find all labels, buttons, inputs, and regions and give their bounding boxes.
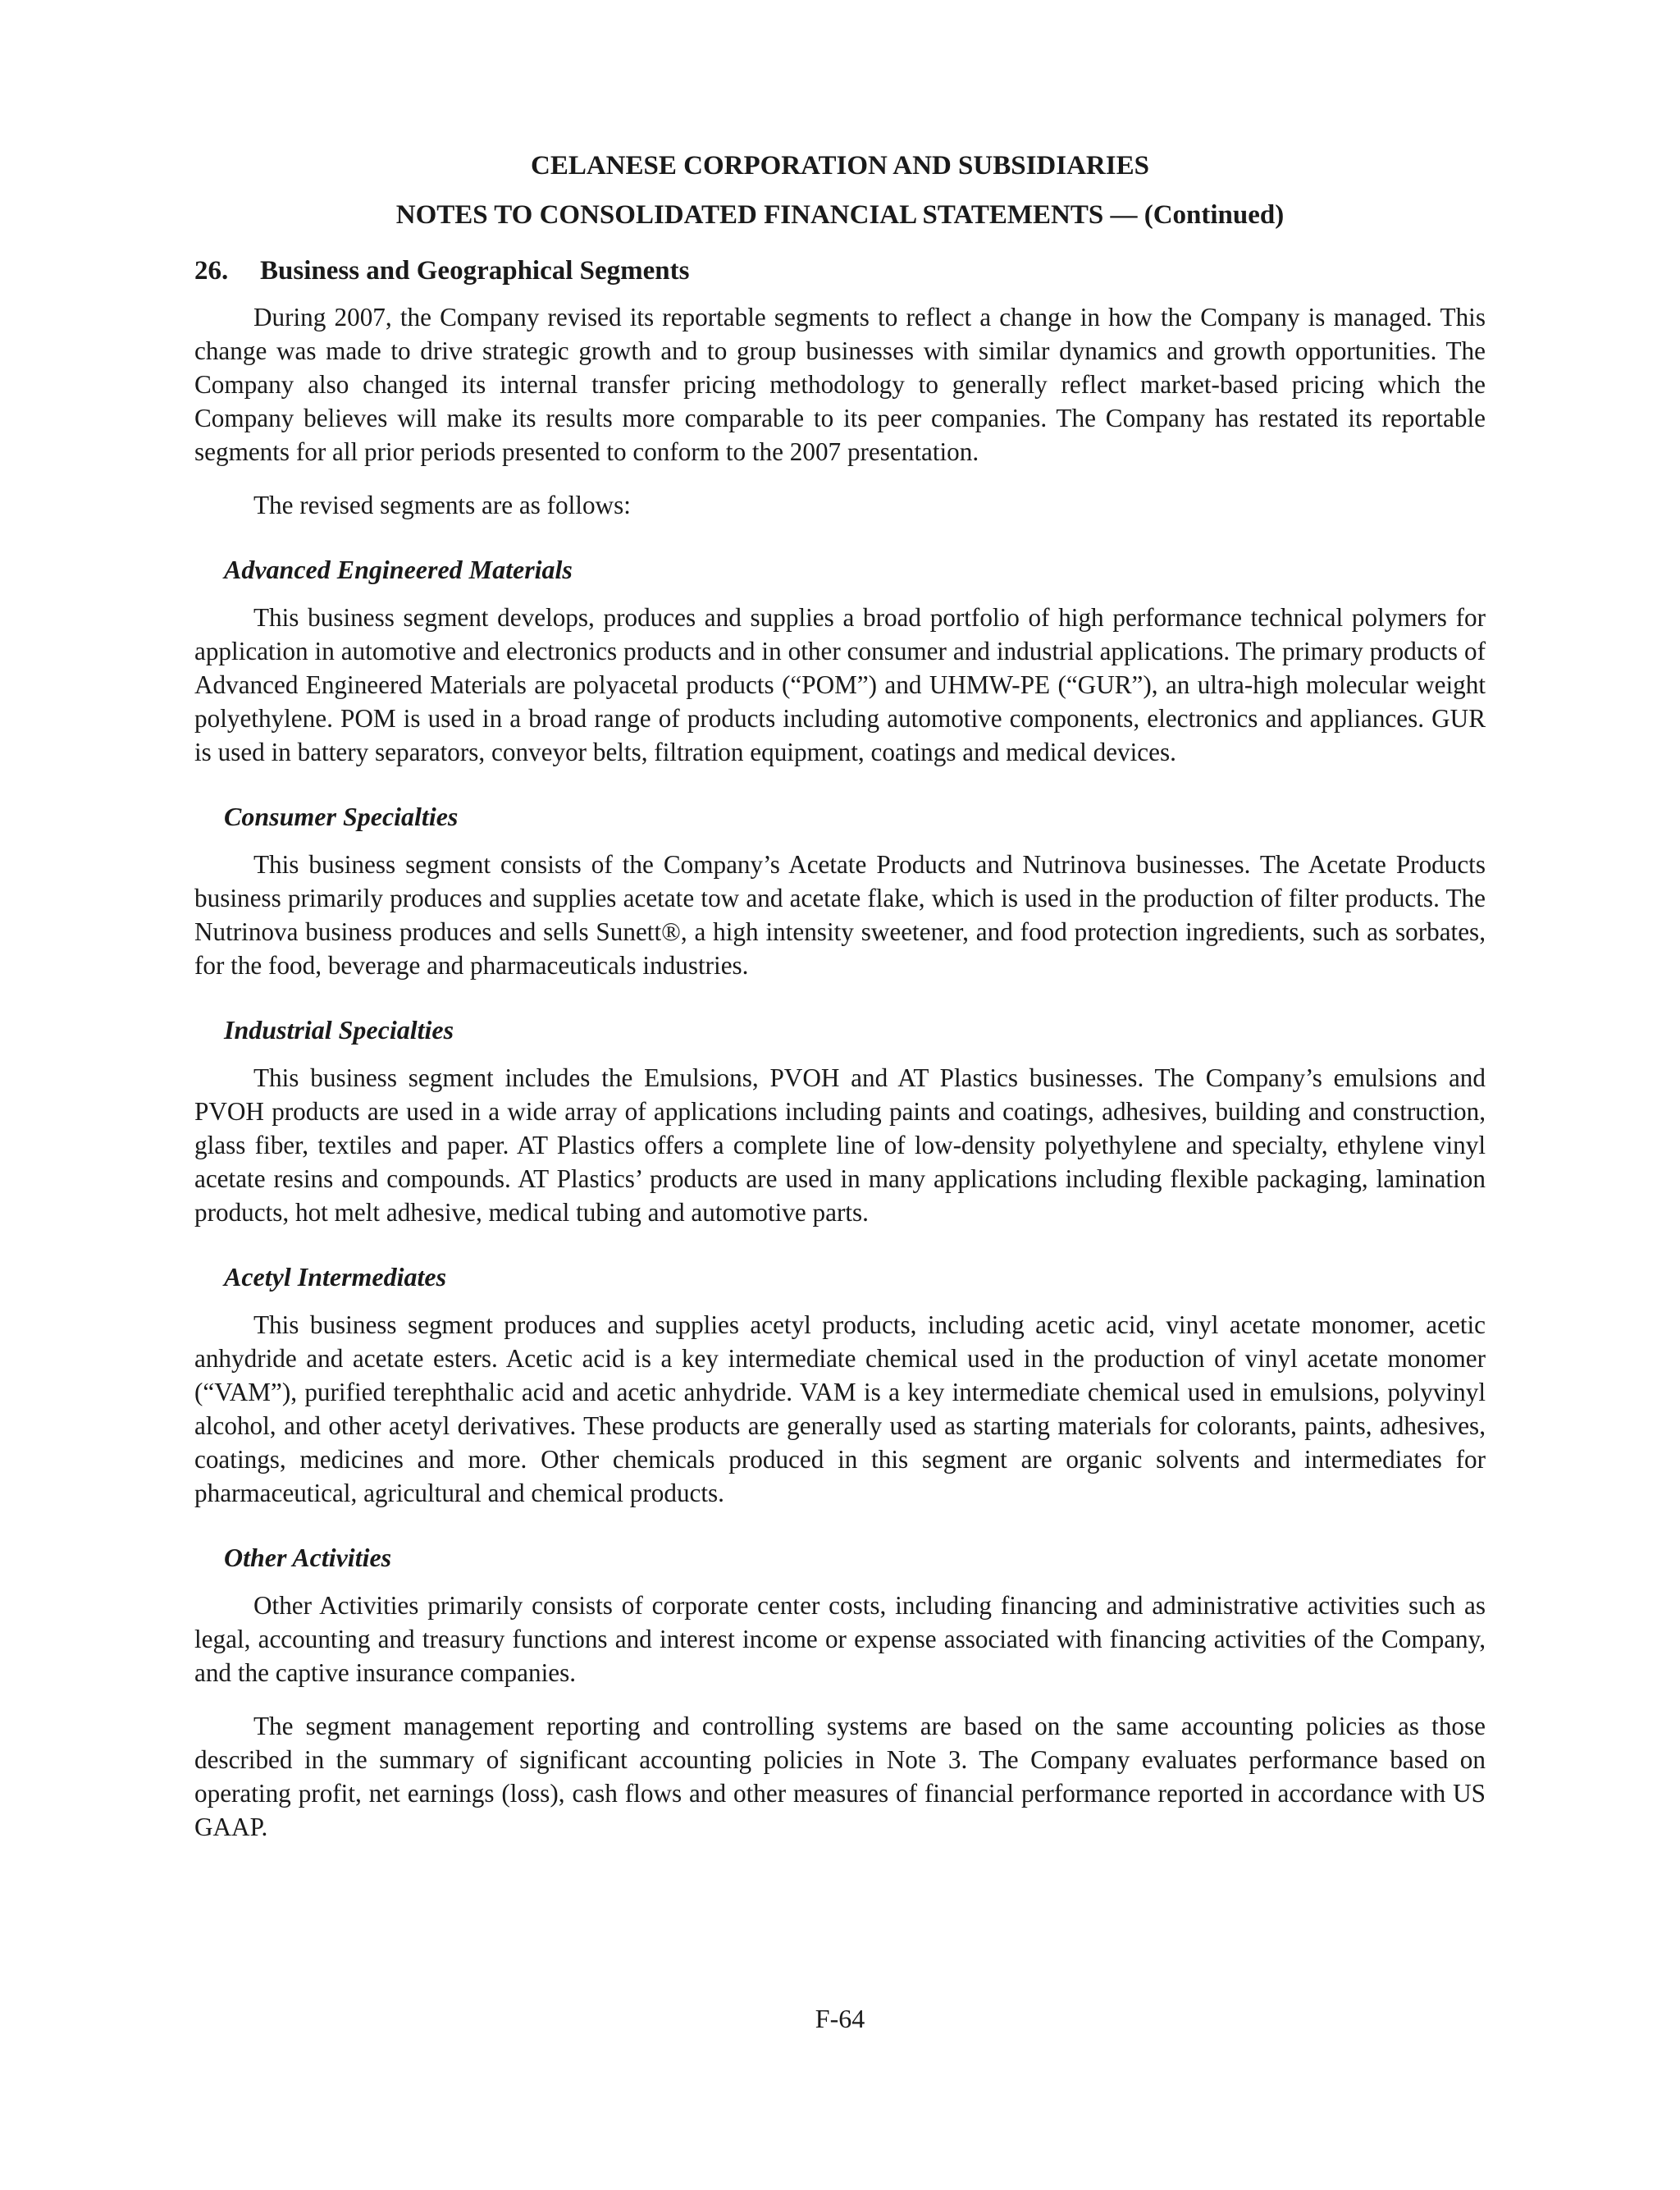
intro-paragraph: During 2007, the Company revised its reportable segments to reflect a change in how the Company is managed. This change was made to drive strategic growth and to group businesses with similar dynamics and growth opportunities. The Company also changed its internal transfer pricing methodology to generally reflect market-based pricing which the Company believes will make its results more comparable to its peer companies. The Company has restated its reportable segments for all prior periods presented to conform to the 2007 presentation.	[194, 303, 1486, 466]
segment-text-consumer-specialties: This business segment consists of the Company’s Acetate Products and Nutrinova businesses. The Acetate Products business primarily produces and supplies acetate tow and acetate flake, which is used in the production of filter products. The Nutrinova business produces and sells Sunett®, a high intensity sweetener, and food protection ingredients, such as sorbates, for the food, beverage and pharmaceuticals industries.	[194, 850, 1486, 980]
segment-heading-acetyl-intermediates: Acetyl Intermediates	[224, 1262, 447, 1292]
segment-text-acetyl-intermediates: This business segment produces and supplies acetyl products, including acetic acid, vinyl acetate monomer, acetic anhydride and acetate esters. Acetic acid is a key intermediate chemical used in the production of vinyl acetate monomer (“VAM”), purified terephthalic acid and acetic anhydride. VAM is a key intermediate chemical used in emulsions, polyvinyl alcohol, and other acetyl derivatives. These products are generally used as starting materials for colorants, paints, adhesives, coatings, medicines and more. Other chemicals produced in this segment are organic solvents and intermediates for pharmaceutical, agricultural and chemical products.	[194, 1310, 1486, 1507]
section-number: 26.	[194, 256, 229, 286]
document-page	[194, 148, 1486, 1863]
section-heading	[194, 253, 1486, 289]
segment-text-advanced-engineered-materials: This business segment develops, produces and supplies a broad portfolio of high performance technical polymers for application in automotive and electronics products and in other consumer and industrial applications. The primary products of Advanced Engineered Materials are polyacetal products (“POM”) and UHMW-PE (“GUR”), an ultra-high molecular weight polyethylene. POM is used in a broad range of products including automotive components, electronics and appliances. GUR is used in battery separators, conveyor belts, filtration equipment, coatings and medical devices.	[194, 603, 1486, 766]
section-title: Business and Geographical Segments	[260, 256, 690, 286]
closing-paragraph: The segment management reporting and controlling systems are based on the same accounting policies as those described in the summary of significant accounting policies in Note 3. The Company evaluates performance based on operating profit, net earnings (loss), cash flows and other measures of financial performance reported in accordance with US GAAP.	[194, 1712, 1486, 1841]
revised-segments-paragraph: The revised segments are as follows:	[253, 491, 631, 519]
segment-heading-consumer-specialties: Consumer Specialties	[224, 802, 459, 831]
segment-heading-advanced-engineered-materials: Advanced Engineered Materials	[224, 555, 573, 584]
company-title: CELANESE CORPORATION AND SUBSIDIARIES	[531, 151, 1149, 181]
segment-text-other-activities: Other Activities primarily consists of corporate center costs, including financing and administrative activities such as legal, accounting and treasury functions and interest income or expense associated with financing activities of the Company, and the captive insurance companies.	[194, 1591, 1486, 1687]
segment-text-industrial-specialties: This business segment includes the Emulsions, PVOH and AT Plastics businesses. The Company’s emulsions and PVOH products are used in a wide array of applications including paints and coatings, adhesives, building and construction, glass fiber, textiles and paper. AT Plastics offers a complete line of low-density polyethylene and specialty, ethylene vinyl acetate resins and compounds. AT Plastics’ products are used in many applications including flexible packaging, lamination products, hot melt adhesive, medical tubing and automotive parts.	[194, 1063, 1486, 1227]
segment-heading-industrial-specialties: Industrial Specialties	[224, 1015, 454, 1045]
segment-heading-other-activities: Other Activities	[224, 1543, 392, 1572]
notes-subtitle: NOTES TO CONSOLIDATED FINANCIAL STATEMENTS — (Continued)	[395, 200, 1285, 230]
page-number: F-64	[815, 2004, 865, 2033]
